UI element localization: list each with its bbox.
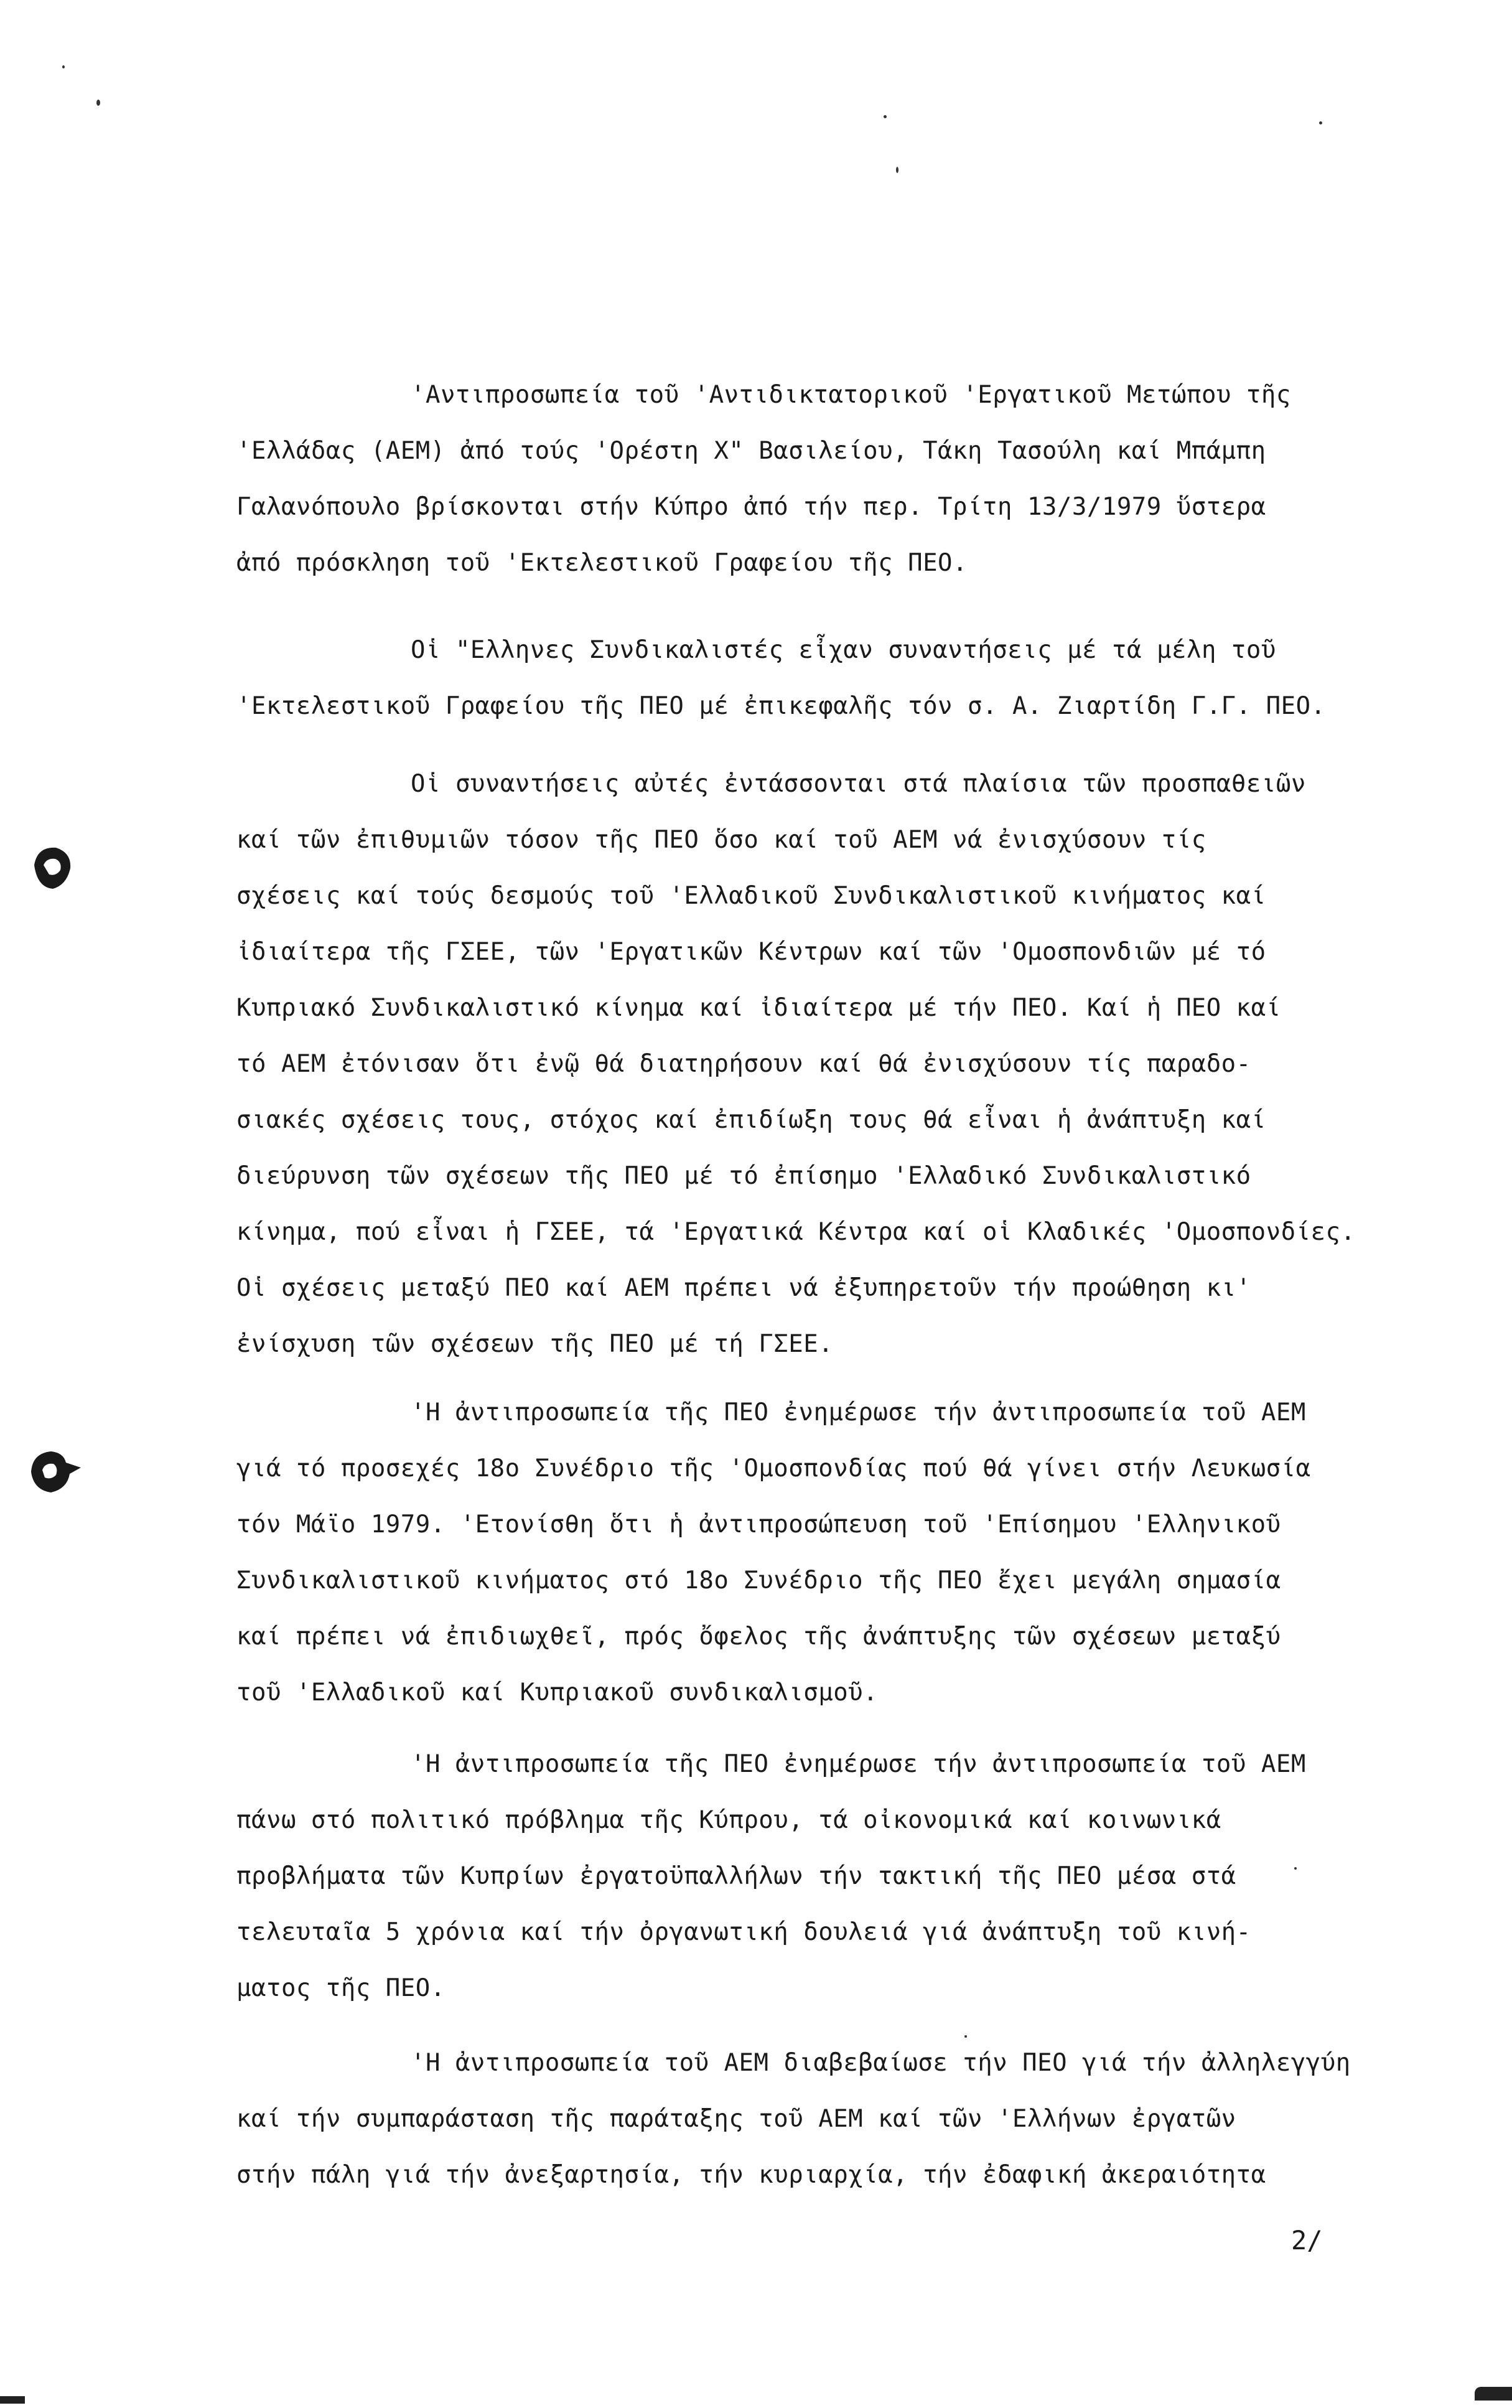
text-line: 'Ελλάδας (ΑΕΜ) ἀπό τούς 'Ορέστη Χ" Βασιλείου, Τάκη Τασούλη καί Μπάμπη bbox=[236, 437, 1266, 465]
scan-speck bbox=[1319, 121, 1322, 124]
scan-edge-mark bbox=[1475, 2387, 1512, 2401]
text-line: σιακές σχέσεις τους, στόχος καί ἐπιδίωξη τους θά εἶναι ἡ ἀνάπτυξη καί bbox=[236, 1106, 1266, 1134]
scan-speck bbox=[96, 100, 100, 106]
text-line: καί τῶν ἐπιθυμιῶν τόσον τῆς ΠΕΟ ὅσο καί τοῦ ΑΕΜ νά ἐνισχύσουν τίς bbox=[236, 826, 1206, 854]
text-line: προβλήματα τῶν Κυπρίων ἐργατοϋπαλλήλων τήν τακτική τῆς ΠΕΟ μέσα στά bbox=[236, 1862, 1236, 1890]
scan-speck bbox=[896, 167, 898, 173]
text-line: ματος τῆς ΠΕΟ. bbox=[236, 1974, 446, 2002]
text-line: Οἱ "Ελληνες Συνδικαλιστές εἶχαν συναντήσεις μέ τά μέλη τοῦ bbox=[411, 636, 1276, 664]
scan-speck bbox=[1294, 1867, 1297, 1870]
text-line: πάνω στό πολιτικό πρόβλημα τῆς Κύπρου, τά οἰκονομικά καί κοινωνικά bbox=[236, 1806, 1221, 1834]
text-line: διεύρυνση τῶν σχέσεων τῆς ΠΕΟ μέ τό ἐπίσημο 'Ελλαδικό Συνδικαλιστικό bbox=[236, 1162, 1251, 1190]
text-line: ἀπό πρόσκληση τοῦ 'Εκτελεστικοῦ Γραφείου τῆς ΠΕΟ. bbox=[236, 549, 968, 577]
text-line: ἰδιαίτερα τῆς ΓΣΕΕ, τῶν 'Εργατικῶν Κέντρων καί τῶν 'Ομοσπονδιῶν μέ τό bbox=[236, 938, 1266, 966]
punch-hole-mark bbox=[28, 840, 78, 896]
text-line: γιά τό προσεχές 18ο Συνέδριο τῆς 'Ομοσπονδίας πού θά γίνει στήν Λευκωσία bbox=[236, 1455, 1311, 1483]
text-line: 'Αντιπροσωπεία τοῦ 'Αντιδικτατορικοῦ 'Εργατικοῦ Μετώπου τῆς bbox=[411, 381, 1291, 409]
text-line: τό ΑΕΜ ἐτόνισαν ὅτι ἐνῷ θά διατηρήσουν καί θά ἐνισχύσουν τίς παραδο- bbox=[236, 1050, 1251, 1078]
text-line: ἐνίσχυση τῶν σχέσεων τῆς ΠΕΟ μέ τή ΓΣΕΕ. bbox=[236, 1330, 834, 1358]
page-number: 2/ bbox=[1291, 2225, 1323, 2256]
text-line: σχέσεις καί τούς δεσμούς τοῦ 'Ελλαδικοῦ Συνδικαλιστικοῦ κινήματος καί bbox=[236, 882, 1266, 910]
text-line: 'Η ἀντιπροσωπεία τῆς ΠΕΟ ἐνημέρωσε τήν ἀντιπροσωπεία τοῦ ΑΕΜ bbox=[411, 1750, 1306, 1778]
text-line: Οἱ σχέσεις μεταξύ ΠΕΟ καί ΑΕΜ πρέπει νά ἐξυπηρετοῦν τήν προώθηση κι' bbox=[236, 1274, 1251, 1302]
scan-speck bbox=[62, 65, 65, 68]
text-line: 'Η ἀντιπροσωπεία τοῦ ΑΕΜ διαβεβαίωσε τήν ΠΕΟ γιά τήν ἀλληλεγγύη bbox=[411, 2049, 1351, 2077]
text-line: Συνδικαλιστικοῦ κινήματος στό 18ο Συνέδριο τῆς ΠΕΟ ἔχει μεγάλη σημασία bbox=[236, 1567, 1281, 1595]
text-line: τελευταῖα 5 χρόνια καί τήν ὀργανωτική δουλειά γιά ἀνάπτυξη τοῦ κινή- bbox=[236, 1918, 1251, 1946]
text-line: κίνημα, πού εἶναι ἡ ΓΣΕΕ, τά 'Εργατικά Κέντρα καί οἱ Κλαδικές 'Ομοσπονδίες. bbox=[236, 1218, 1356, 1246]
scan-edge-mark bbox=[0, 2396, 25, 2404]
text-line: τόν Μάϊο 1979. 'Ετονίσθη ὅτι ἡ ἀντιπροσώπευση τοῦ 'Επίσημου 'Ελληνικοῦ bbox=[236, 1511, 1281, 1539]
text-line: τοῦ 'Ελλαδικοῦ καί Κυπριακοῦ συνδικαλισμοῦ. bbox=[236, 1679, 879, 1707]
text-line: Κυπριακό Συνδικαλιστικό κίνημα καί ἰδιαίτερα μέ τήν ΠΕΟ. Καί ἡ ΠΕΟ καί bbox=[236, 994, 1281, 1022]
scan-speck bbox=[964, 2035, 967, 2038]
text-line: καί τήν συμπαράσταση τῆς παράταξης τοῦ ΑΕΜ καί τῶν 'Ελλήνων ἐργατῶν bbox=[236, 2105, 1236, 2133]
text-line: καί πρέπει νά ἐπιδιωχθεῖ, πρός ὄφελος τῆς ἀνάπτυξης τῶν σχέσεων μεταξύ bbox=[236, 1623, 1281, 1651]
text-line: στήν πάλη γιά τήν ἀνεξαρτησία, τήν κυριαρχία, τήν ἐδαφική ἀκεραιότητα bbox=[236, 2161, 1266, 2189]
text-line: Γαλανόπουλο βρίσκονται στήν Κύπρο ἀπό τήν περ. Τρίτη 13/3/1979 ὕστερα bbox=[236, 493, 1266, 521]
punch-hole-mark bbox=[25, 1444, 93, 1500]
scan-speck bbox=[884, 115, 887, 118]
text-line: 'Η ἀντιπροσωπεία τῆς ΠΕΟ ἐνημέρωσε τήν ἀντιπροσωπεία τοῦ ΑΕΜ bbox=[411, 1398, 1306, 1427]
text-line: 'Εκτελεστικοῦ Γραφείου τῆς ΠΕΟ μέ ἐπικεφαλῆς τόν σ. Α. Ζιαρτίδη Γ.Γ. ΠΕΟ. bbox=[236, 692, 1326, 720]
text-line: Οἱ συναντήσεις αὐτές ἐντάσσονται στά πλαίσια τῶν προσπαθειῶν bbox=[411, 770, 1306, 798]
